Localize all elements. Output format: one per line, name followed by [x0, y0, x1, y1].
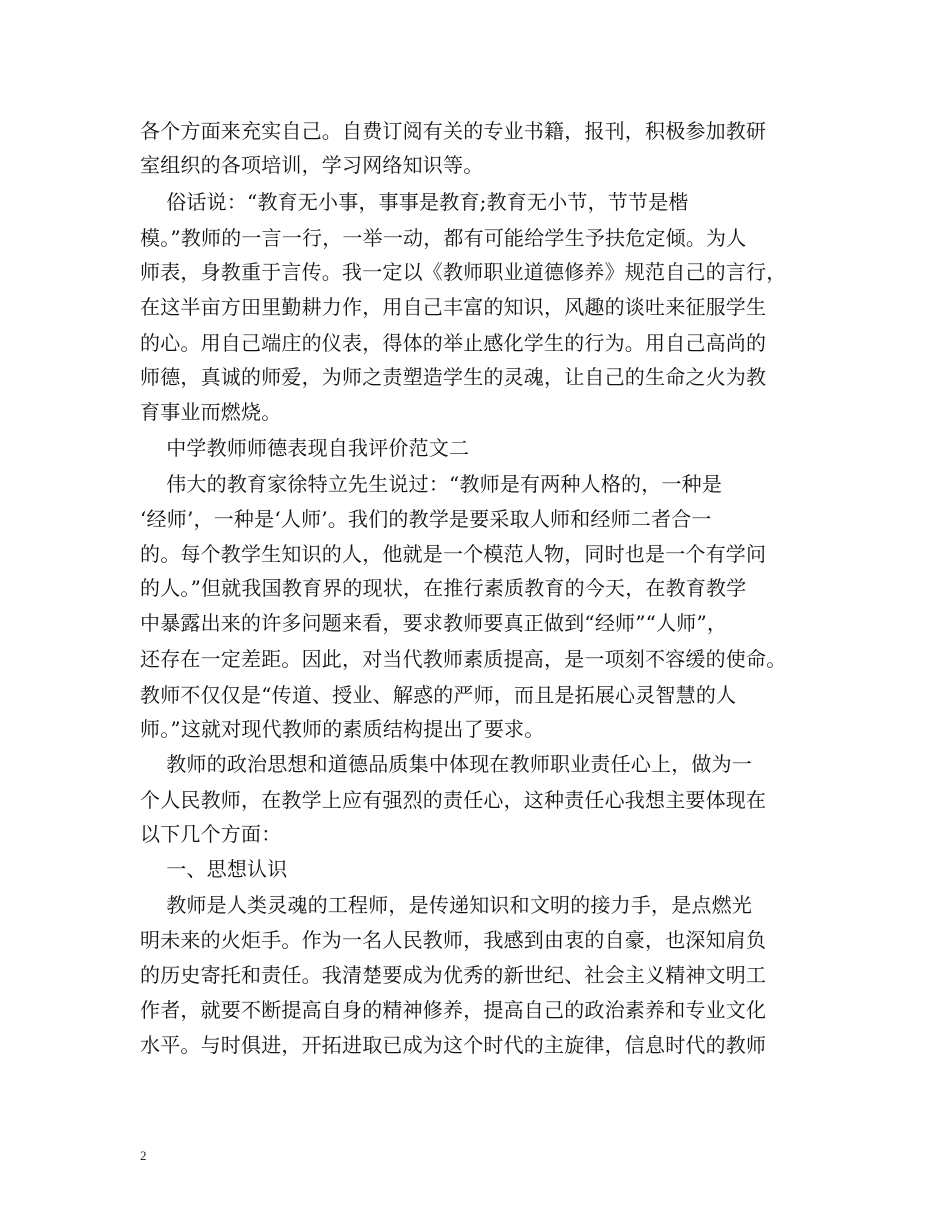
text-line: 教师不仅仅是“传道、授业、解惑的严师，而且是拓展心灵智慧的人	[140, 683, 737, 707]
text-line: 师表，身教重于言传。我一定以《教师职业道德修养》规范自己的言行，	[140, 260, 787, 284]
text-line: 的心。用自己端庄的仪表，得体的举止感化学生的行为。用自己高尚的	[140, 331, 767, 355]
text-line: 以下几个方面：	[140, 822, 282, 846]
text-line: ‘经师’，一种是‘人师’。我们的教学是要采取人师和经师二者合一	[140, 507, 712, 531]
text-line: 作者，就要不断提高自身的精神修养，提高自己的政治素养和专业文化	[140, 998, 767, 1022]
text-line: 教师的政治思想和道德品质集中体现在教师职业责任心上，做为一	[140, 752, 753, 776]
section-heading: 一、思想认识	[140, 857, 288, 881]
text-line: 在这半亩方田里勤耕力作，用自己丰富的知识，风趣的谈吐来征服学生	[140, 295, 767, 319]
text-line: 中暴露出来的许多问题来看，要求教师要真正做到“经师”“人师”，	[140, 611, 728, 635]
text-line: 室组织的各项培训，学习网络知识等。	[140, 153, 484, 177]
text-line: 模。”教师的一言一行，一举一动，都有可能给学生予扶危定倾。为人	[140, 226, 747, 250]
text-line: 各个方面来充实自己。自费订阅有关的专业书籍，报刊，积极参加教研	[140, 119, 767, 143]
text-line: 还存在一定差距。因此，对当代教师素质提高，是一项刻不容缓的使命。	[140, 647, 787, 671]
text-line: 的。每个教学生知识的人，他就是一个模范人物，同时也是一个有学问	[140, 542, 767, 566]
text-line: 的历史寄托和责任。我清楚要成为优秀的新世纪、社会主义精神文明工	[140, 963, 767, 987]
text-line: 伟大的教育家徐特立先生说过：“教师是有两种人格的，一种是	[140, 472, 723, 496]
text-line: 师。”这就对现代教师的素质结构提出了要求。	[140, 717, 545, 741]
page-number: 2	[140, 1148, 147, 1163]
text-line: 俗话说：“教育无小事，事事是教育;教育无小节，节节是楷	[140, 190, 689, 214]
text-line: 育事业而燃烧。	[140, 400, 282, 424]
text-line: 水平。与时俱进，开拓进取已成为这个时代的主旋律，信息时代的教师	[140, 1033, 767, 1057]
text-line: 师德，真诚的师爱，为师之责塑造学生的灵魂，让自己的生命之火为教	[140, 365, 767, 389]
text-line: 的人。”但就我国教育界的现状，在推行素质教育的今天，在教育教学	[140, 576, 747, 600]
text-line: 个人民教师，在教学上应有强烈的责任心，这种责任心我想主要体现在	[140, 788, 767, 812]
text-line: 明未来的火炬手。作为一名人民教师，我感到由衷的自豪，也深知肩负	[140, 928, 767, 952]
text-line: 教师是人类灵魂的工程师，是传递知识和文明的接力手，是点燃光	[140, 893, 753, 917]
section-heading: 中学教师师德表现自我评价范文二	[140, 436, 470, 460]
